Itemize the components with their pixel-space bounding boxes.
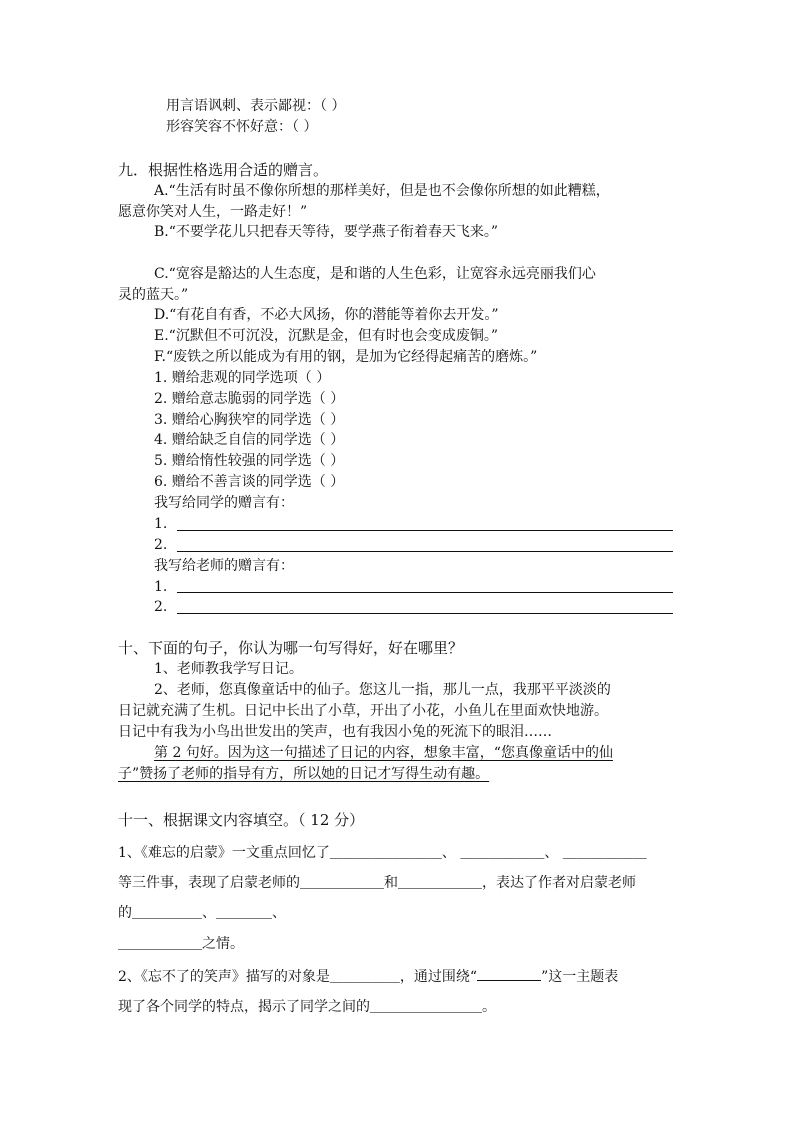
q9-option-c-line-1: C.“宽容是豁达的人生态度，是和谐的人生色彩，让宽容永远亮丽我们心 bbox=[154, 266, 596, 282]
q9-option-f: F.“废铁之所以能成为有用的钢，是加为它经得起痛苦的磨炼。” bbox=[154, 349, 538, 365]
q9-item-3: 3. 赠给心胸狭窄的同学选（ ） bbox=[154, 412, 345, 428]
q10-sentence-2-line-3: 日记中有我为小鸟出世发出的笑声，也有我因小兔的死流下的眼泪…… bbox=[118, 724, 552, 740]
q10-sentence-2-line-1: 2、老师，您真像童话中的仙子。您这儿一指，那儿一点，我那平平淡淡的 bbox=[154, 682, 611, 698]
q9-item-5: 5. 赠给惰性较强的同学选（ ） bbox=[154, 453, 345, 469]
q9-option-a-line-2: 愿意你笑对人生，一路走好！” bbox=[118, 204, 308, 220]
q9-item-4: 4. 赠给缺乏自信的同学选（ ） bbox=[154, 432, 345, 448]
q10-answer-line-2: 子”赞扬了老师的指导有方，所以她的日记才写得生动有趣。 bbox=[118, 766, 490, 782]
q11-part-2-text-pre: 2、《忘不了的笑声》描写的对象是＿＿＿＿＿，通过围绕“ bbox=[118, 969, 478, 985]
q9-option-e: E.“沉默但不可沉没，沉默是金，但有时也会变成废铜。” bbox=[154, 328, 498, 344]
q11-part-1-line-2: 等三件事，表现了启蒙老师的＿＿＿＿＿＿和＿＿＿＿＿＿，表达了作者对启蒙老师 bbox=[118, 875, 636, 891]
teacher-motto-num-2: 2. bbox=[154, 599, 168, 615]
classmates-motto-num-2: 2. bbox=[154, 537, 168, 553]
q8-line-2: 形容笑容不怀好意：（ ） bbox=[166, 119, 318, 135]
teacher-motto-heading: 我写给老师的赠言有： bbox=[154, 558, 294, 574]
q11-part-1-line-4: ＿＿＿＿＿＿之情。 bbox=[118, 936, 244, 952]
q9-item-2: 2. 赠给意志脆弱的同学选（ ） bbox=[154, 391, 345, 407]
classmates-motto-num-1: 1. bbox=[154, 516, 168, 532]
q11-theme-blank[interactable] bbox=[477, 966, 541, 981]
classmates-motto-line-1[interactable] bbox=[177, 530, 673, 531]
q11-part-2-line-2: 现了各个同学的特点，揭示了同学之间的＿＿＿＿＿＿＿＿。 bbox=[118, 999, 496, 1015]
q9-title: 九．根据性格选用合适的赠言。 bbox=[118, 161, 329, 179]
q9-option-b: B.“不要学花儿只把春天等待，要学燕子衔着春天飞来。” bbox=[154, 224, 499, 240]
q9-item-1: 1. 赠给悲观的同学选项（ ） bbox=[154, 370, 331, 386]
classmates-motto-heading: 我写给同学的赠言有： bbox=[154, 495, 294, 511]
teacher-motto-line-2[interactable] bbox=[177, 613, 673, 614]
q9-option-d: D.“有花自有香，不必大风扬，你的潜能等着你去开发。” bbox=[154, 307, 499, 323]
q11-part-1-line-1: 1、《难忘的启蒙》一文重点回忆了＿＿＿＿＿＿＿＿、 ＿＿＿＿＿＿、 ＿＿＿＿＿＿ bbox=[118, 845, 647, 861]
q10-answer-line-1: 第 2 句好。因为这一句描述了日记的内容，想象丰富，“您真像童话中的仙 bbox=[154, 745, 613, 761]
q11-part-2-line-1 bbox=[118, 966, 618, 987]
q9-option-a-line-1: A.“生活有时虽不像你所想的那样美好，但是也不会像你所想的如此糟糕， bbox=[154, 183, 610, 199]
q8-line-1: 用言语讽刺、表示鄙视：（ ） bbox=[166, 98, 346, 114]
q11-part-2-text-post: ”这一主题表 bbox=[541, 969, 619, 985]
q11-title: 十一、根据课文内容填空。（ 12 分） bbox=[118, 811, 365, 829]
teacher-motto-line-1[interactable] bbox=[177, 592, 673, 593]
q11-part-1-line-3: 的＿＿＿＿＿、＿＿＿＿、 bbox=[118, 905, 286, 921]
q9-option-c-line-2: 灵的蓝天。” bbox=[118, 287, 189, 303]
q10-sentence-2-line-2: 日记就充满了生机。日记中长出了小草，开出了小花，小鱼儿在里面欢快地游。 bbox=[118, 703, 608, 719]
teacher-motto-num-1: 1. bbox=[154, 579, 168, 595]
classmates-motto-line-2[interactable] bbox=[177, 551, 673, 552]
q10-title: 十、下面的句子，你认为哪一句写得好，好在哪里？ bbox=[118, 639, 464, 657]
q10-sentence-1: 1、老师教我学写日记。 bbox=[154, 661, 303, 677]
q9-item-6: 6. 赠给不善言谈的同学选（ ） bbox=[154, 474, 345, 490]
